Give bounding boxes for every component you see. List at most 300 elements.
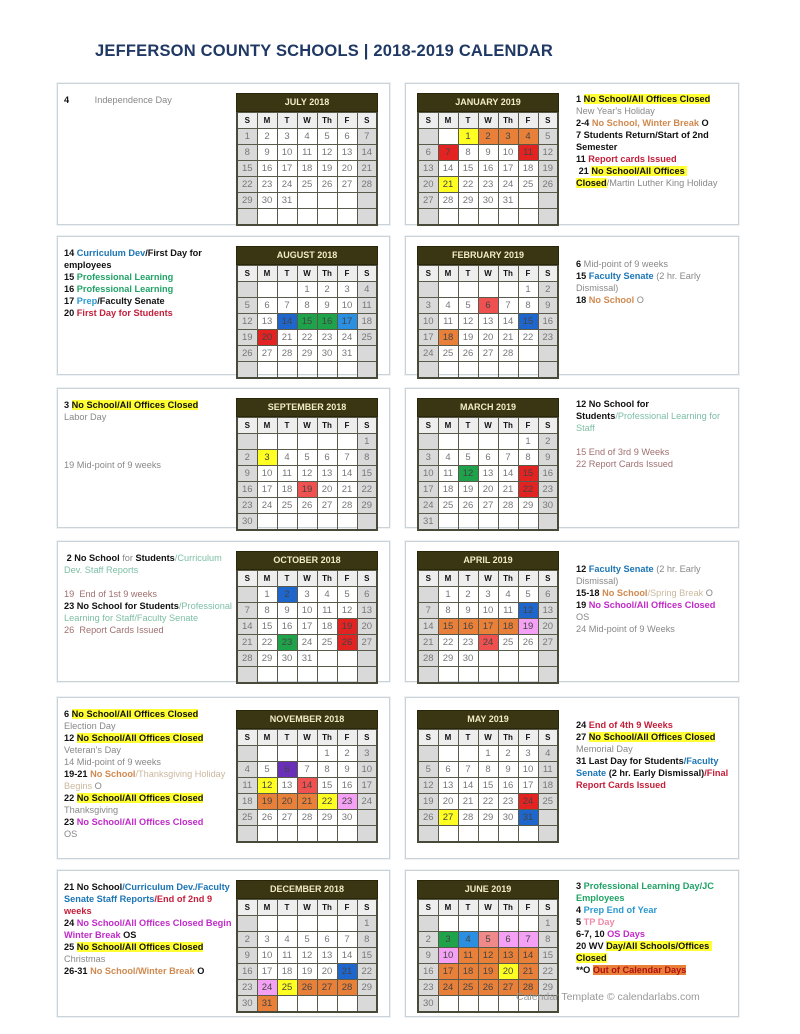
day-cell: 13 xyxy=(277,778,297,794)
note-item xyxy=(576,599,734,611)
month-header: NOVEMBER 2018 xyxy=(236,710,378,729)
weekday-header: W xyxy=(297,266,317,282)
day-cell: 20 xyxy=(438,794,458,810)
day-cell: 4 xyxy=(277,450,297,466)
day-cell: 3 xyxy=(418,298,438,314)
day-cell: 30 xyxy=(337,810,357,826)
day-cell: 24 xyxy=(357,794,377,810)
day-cell: 29 xyxy=(237,193,257,209)
note-text: 26 Report Cards Issued xyxy=(64,625,164,635)
empty-cell xyxy=(277,434,297,450)
day-cell: 7 xyxy=(498,450,518,466)
day-cell: 17 xyxy=(498,161,518,177)
day-cell: 28 xyxy=(418,651,438,667)
day-cell: 1 xyxy=(518,434,538,450)
day-cell: 15 xyxy=(257,619,277,635)
weekday-header: F xyxy=(337,571,357,587)
note-item xyxy=(64,588,232,600)
weekday-header: F xyxy=(518,266,538,282)
note-text: /Final Report Cards Issued xyxy=(576,768,731,790)
month-header: JUNE 2019 xyxy=(417,880,559,899)
weekday-header: S xyxy=(237,418,257,434)
weekday-header: F xyxy=(337,266,357,282)
day-cell: 31 xyxy=(277,193,297,209)
empty-cell xyxy=(418,667,438,684)
note-item xyxy=(64,307,232,319)
day-cell: 14 xyxy=(418,619,438,635)
weekday-header: S xyxy=(418,266,438,282)
weekday-header: S xyxy=(538,730,558,746)
day-cell: 21 xyxy=(337,964,357,980)
note-text: **O xyxy=(576,965,593,975)
month-notes xyxy=(576,246,734,306)
note-text: Students xyxy=(135,553,175,563)
day-cell: 4 xyxy=(438,450,458,466)
day-cell: 29 xyxy=(357,980,377,996)
empty-cell xyxy=(478,996,498,1013)
day-cell: 27 xyxy=(418,193,438,209)
month-header: JULY 2018 xyxy=(236,93,378,112)
day-cell: 29 xyxy=(458,193,478,209)
month-notes xyxy=(64,708,232,840)
note-text: /Professional Learning for Staff xyxy=(576,411,723,433)
empty-cell xyxy=(257,209,277,226)
day-cell: 8 xyxy=(538,932,558,948)
day-cell: 17 xyxy=(337,314,357,330)
day-cell: 14 xyxy=(438,161,458,177)
empty-cell xyxy=(538,209,558,226)
empty-cell xyxy=(438,209,458,226)
month-notes xyxy=(64,552,235,636)
note-text: Veteran's Day xyxy=(64,745,121,755)
note-item xyxy=(64,720,232,732)
month-header: OCTOBER 2018 xyxy=(236,551,378,570)
note-text: Curriculum Dev xyxy=(76,248,146,258)
day-cell: 25 xyxy=(458,980,478,996)
empty-cell xyxy=(337,514,357,531)
empty-cell xyxy=(317,996,337,1013)
day-cell: 5 xyxy=(237,298,257,314)
note-item xyxy=(576,153,734,165)
day-cell: 13 xyxy=(317,948,337,964)
day-cell: 6 xyxy=(277,762,297,778)
day-cell: 17 xyxy=(418,482,438,498)
day-cell: 2 xyxy=(237,932,257,948)
empty-cell xyxy=(357,667,377,684)
note-text: Prep xyxy=(76,296,98,306)
weekday-header: S xyxy=(418,571,438,587)
day-cell: 17 xyxy=(357,778,377,794)
day-cell: 19 xyxy=(317,161,337,177)
day-cell: 9 xyxy=(277,603,297,619)
day-cell: 12 xyxy=(297,948,317,964)
day-cell: 10 xyxy=(337,298,357,314)
day-cell: 21 xyxy=(357,161,377,177)
weekday-header: S xyxy=(538,113,558,129)
day-cell: 10 xyxy=(257,948,277,964)
empty-cell xyxy=(237,282,257,298)
note-text: /Faculty Senate xyxy=(97,296,165,306)
empty-cell xyxy=(418,209,438,226)
note-text: 24 Mid-point of 9 Weeks xyxy=(576,624,675,634)
empty-cell xyxy=(538,651,558,667)
day-cell: 29 xyxy=(317,810,337,826)
note-item xyxy=(64,732,232,744)
weekday-header: S xyxy=(538,266,558,282)
day-cell: 19 xyxy=(478,964,498,980)
day-cell: 9 xyxy=(458,603,478,619)
note-text: 14 Mid-point of 9 weeks xyxy=(64,757,162,767)
note-spacer xyxy=(576,707,734,719)
day-cell: 22 xyxy=(257,635,277,651)
day-cell: 13 xyxy=(438,778,458,794)
day-cell: 26 xyxy=(317,177,337,193)
empty-cell xyxy=(237,587,257,603)
note-text: O xyxy=(703,588,713,598)
month-panel-february-2019 xyxy=(405,236,739,375)
day-cell: 13 xyxy=(317,466,337,482)
empty-cell xyxy=(538,667,558,684)
weekday-header: M xyxy=(257,900,277,916)
day-cell: 27 xyxy=(357,635,377,651)
empty-cell xyxy=(297,667,317,684)
weekday-header: T xyxy=(277,730,297,746)
day-cell: 13 xyxy=(337,145,357,161)
day-cell: 8 xyxy=(518,298,538,314)
day-cell: 18 xyxy=(438,330,458,346)
day-cell: 27 xyxy=(317,980,337,996)
day-cell: 24 xyxy=(518,794,538,810)
note-text: /First Day for employees xyxy=(64,248,205,270)
empty-cell xyxy=(498,514,518,531)
day-cell: 7 xyxy=(297,762,317,778)
day-cell: 5 xyxy=(518,587,538,603)
weekday-header: S xyxy=(237,730,257,746)
day-cell: 30 xyxy=(237,514,257,531)
day-cell: 25 xyxy=(357,330,377,346)
day-cell: 2 xyxy=(538,434,558,450)
note-item xyxy=(64,295,232,307)
weekday-header: M xyxy=(438,730,458,746)
day-cell: 1 xyxy=(297,282,317,298)
note-text: 6 xyxy=(576,259,584,269)
empty-cell xyxy=(458,826,478,843)
note-item xyxy=(64,744,232,756)
note-text: Mid-point of 9 weeks xyxy=(583,259,668,269)
day-cell: 25 xyxy=(317,635,337,651)
weekday-header: S xyxy=(538,418,558,434)
empty-cell xyxy=(257,916,277,932)
day-cell: 24 xyxy=(297,635,317,651)
day-cell: 31 xyxy=(418,514,438,531)
day-cell: 3 xyxy=(438,932,458,948)
day-cell: 6 xyxy=(357,587,377,603)
day-cell: 3 xyxy=(498,129,518,145)
day-cell: 16 xyxy=(237,482,257,498)
weekday-header: Th xyxy=(317,418,337,434)
day-cell: 24 xyxy=(478,635,498,651)
note-item xyxy=(64,965,232,977)
day-cell: 4 xyxy=(357,282,377,298)
note-spacer xyxy=(576,434,734,446)
day-cell: 19 xyxy=(458,482,478,498)
day-cell: 30 xyxy=(277,651,297,667)
day-cell: 1 xyxy=(317,746,337,762)
day-cell: 13 xyxy=(478,466,498,482)
day-cell: 16 xyxy=(317,314,337,330)
weekday-header: T xyxy=(277,266,297,282)
empty-cell xyxy=(317,434,337,450)
day-cell: 20 xyxy=(257,330,277,346)
weekday-header: W xyxy=(297,571,317,587)
empty-cell xyxy=(478,916,498,932)
empty-cell xyxy=(438,282,458,298)
day-cell: 9 xyxy=(478,145,498,161)
empty-cell xyxy=(237,916,257,932)
day-cell: 24 xyxy=(277,177,297,193)
empty-cell xyxy=(438,362,458,379)
note-text: TP Day xyxy=(583,917,615,927)
note-item xyxy=(576,904,734,916)
day-cell: 22 xyxy=(518,330,538,346)
day-cell: 3 xyxy=(257,932,277,948)
day-cell: 15 xyxy=(317,778,337,794)
day-cell: 18 xyxy=(438,482,458,498)
day-cell: 9 xyxy=(538,298,558,314)
note-spacer xyxy=(64,435,232,447)
day-cell: 5 xyxy=(478,932,498,948)
note-text: 3 xyxy=(576,881,584,891)
month-calendar xyxy=(236,880,378,1013)
day-cell: 15 xyxy=(357,948,377,964)
note-text: No School, Winter Break xyxy=(591,118,699,128)
day-cell: 4 xyxy=(317,587,337,603)
day-cell: 16 xyxy=(458,619,478,635)
day-cell: 31 xyxy=(498,193,518,209)
empty-cell xyxy=(337,996,357,1013)
day-cell: 29 xyxy=(518,498,538,514)
month-header: MARCH 2019 xyxy=(417,398,559,417)
day-cell: 12 xyxy=(317,145,337,161)
month-notes xyxy=(576,551,734,635)
note-item xyxy=(64,459,232,471)
day-cell: 24 xyxy=(337,330,357,346)
weekday-header: W xyxy=(297,113,317,129)
day-cell: 28 xyxy=(237,651,257,667)
empty-cell xyxy=(518,667,538,684)
weekday-header: T xyxy=(458,266,478,282)
month-panel-september-2018 xyxy=(57,388,390,528)
note-item xyxy=(64,768,232,792)
note-text: Memorial Day xyxy=(576,744,633,754)
note-item xyxy=(64,953,232,965)
month-calendar xyxy=(417,710,559,843)
day-cell: 20 xyxy=(317,964,337,980)
note-text: 7 Students Return/Start of 2nd Semester xyxy=(576,130,712,152)
empty-cell xyxy=(518,916,538,932)
weekday-header: S xyxy=(357,113,377,129)
day-cell: 21 xyxy=(418,635,438,651)
day-cell: 9 xyxy=(317,298,337,314)
day-cell: 18 xyxy=(277,482,297,498)
day-cell: 24 xyxy=(257,498,277,514)
day-cell: 9 xyxy=(337,762,357,778)
note-item xyxy=(64,552,232,576)
month-header: DECEMBER 2018 xyxy=(236,880,378,899)
empty-cell xyxy=(418,587,438,603)
empty-cell xyxy=(317,651,337,667)
day-cell: 26 xyxy=(237,346,257,362)
weekday-header: S xyxy=(357,900,377,916)
footer-credit: Calendar Template © calendarlabs.com xyxy=(516,991,700,1003)
day-cell: 20 xyxy=(478,330,498,346)
day-cell: 3 xyxy=(478,587,498,603)
day-cell: 19 xyxy=(237,330,257,346)
empty-cell xyxy=(458,282,478,298)
day-cell: 20 xyxy=(317,482,337,498)
note-text: No School/All Offices Closed Begin Winter Break xyxy=(64,918,235,940)
day-cell: 11 xyxy=(538,762,558,778)
note-text: 4 xyxy=(64,95,70,105)
day-cell: 19 xyxy=(518,619,538,635)
note-item xyxy=(576,928,734,940)
month-notes xyxy=(64,247,232,319)
month-notes xyxy=(64,94,232,106)
month-notes xyxy=(576,93,734,189)
empty-cell xyxy=(418,282,438,298)
empty-cell xyxy=(297,916,317,932)
month-panel-august-2018 xyxy=(57,236,390,375)
day-cell: 26 xyxy=(518,635,538,651)
note-text: Faculty Senate xyxy=(588,271,654,281)
weekday-header: W xyxy=(297,900,317,916)
note-text: Labor Day xyxy=(64,412,107,422)
month-header: FEBRUARY 2019 xyxy=(417,246,559,265)
note-item xyxy=(576,587,734,599)
day-cell: 4 xyxy=(458,932,478,948)
day-cell: 18 xyxy=(357,314,377,330)
day-cell: 10 xyxy=(297,603,317,619)
empty-cell xyxy=(438,667,458,684)
empty-cell xyxy=(458,996,478,1013)
empty-cell xyxy=(438,996,458,1013)
empty-cell xyxy=(237,362,257,379)
weekday-header: Th xyxy=(498,730,518,746)
empty-cell xyxy=(498,209,518,226)
empty-cell xyxy=(337,209,357,226)
day-cell: 7 xyxy=(458,762,478,778)
month-notes xyxy=(576,398,734,470)
day-cell: 17 xyxy=(478,619,498,635)
empty-cell xyxy=(297,209,317,226)
note-item xyxy=(576,755,734,791)
day-cell: 10 xyxy=(438,948,458,964)
day-cell: 14 xyxy=(498,466,518,482)
empty-cell xyxy=(317,514,337,531)
note-text: /Curriculum Dev./Faculty Senate Staff Reports xyxy=(64,882,233,904)
empty-cell xyxy=(498,362,518,379)
day-cell: 26 xyxy=(538,177,558,193)
day-cell: 13 xyxy=(257,314,277,330)
day-cell: 22 xyxy=(438,635,458,651)
day-cell: 11 xyxy=(237,778,257,794)
note-item xyxy=(576,880,734,904)
day-cell: 31 xyxy=(337,346,357,362)
note-text: No School/All Offices Closed xyxy=(71,709,199,719)
empty-cell xyxy=(357,346,377,362)
note-spacer xyxy=(64,576,232,588)
day-cell: 21 xyxy=(498,482,518,498)
day-cell: 28 xyxy=(498,498,518,514)
note-text: No School/All Offices Closed xyxy=(76,733,204,743)
weekday-header: S xyxy=(357,730,377,746)
day-cell: 22 xyxy=(478,794,498,810)
weekday-header: T xyxy=(458,418,478,434)
empty-cell xyxy=(357,810,377,826)
day-cell: 2 xyxy=(257,129,277,145)
day-cell: 11 xyxy=(277,466,297,482)
day-cell: 2 xyxy=(478,129,498,145)
day-cell: 18 xyxy=(458,964,478,980)
month-calendar xyxy=(417,551,559,684)
day-cell: 14 xyxy=(337,948,357,964)
empty-cell xyxy=(297,746,317,762)
note-item xyxy=(576,165,734,189)
note-item xyxy=(64,756,232,768)
empty-cell xyxy=(337,826,357,843)
empty-cell xyxy=(257,826,277,843)
empty-cell xyxy=(317,209,337,226)
empty-cell xyxy=(538,810,558,826)
day-cell: 5 xyxy=(538,129,558,145)
day-cell: 30 xyxy=(538,498,558,514)
empty-cell xyxy=(518,651,538,667)
day-cell: 17 xyxy=(277,161,297,177)
empty-cell xyxy=(438,514,458,531)
day-cell: 9 xyxy=(237,948,257,964)
empty-cell xyxy=(458,209,478,226)
day-cell: 10 xyxy=(257,466,277,482)
empty-cell xyxy=(317,826,337,843)
day-cell: 20 xyxy=(277,794,297,810)
day-cell: 18 xyxy=(317,619,337,635)
day-cell: 29 xyxy=(297,346,317,362)
weekday-header: S xyxy=(357,266,377,282)
note-item xyxy=(576,398,734,434)
day-cell: 16 xyxy=(498,778,518,794)
empty-cell xyxy=(478,651,498,667)
note-item xyxy=(576,117,734,129)
note-item xyxy=(64,411,232,423)
empty-cell xyxy=(458,746,478,762)
note-text: 22 Report Cards Issued xyxy=(576,459,674,469)
day-cell: 27 xyxy=(337,177,357,193)
empty-cell xyxy=(538,362,558,379)
day-cell: 17 xyxy=(297,619,317,635)
day-cell: 9 xyxy=(237,466,257,482)
weekday-header: M xyxy=(438,266,458,282)
note-item xyxy=(576,743,734,755)
day-cell: 2 xyxy=(317,282,337,298)
note-text: OS xyxy=(120,930,137,940)
empty-cell xyxy=(518,514,538,531)
day-cell: 16 xyxy=(337,778,357,794)
weekday-header: S xyxy=(237,571,257,587)
day-cell: 24 xyxy=(438,980,458,996)
day-cell: 8 xyxy=(237,145,257,161)
day-cell: 6 xyxy=(337,129,357,145)
note-text: Professional Learning Day/JC Employees xyxy=(576,881,717,903)
